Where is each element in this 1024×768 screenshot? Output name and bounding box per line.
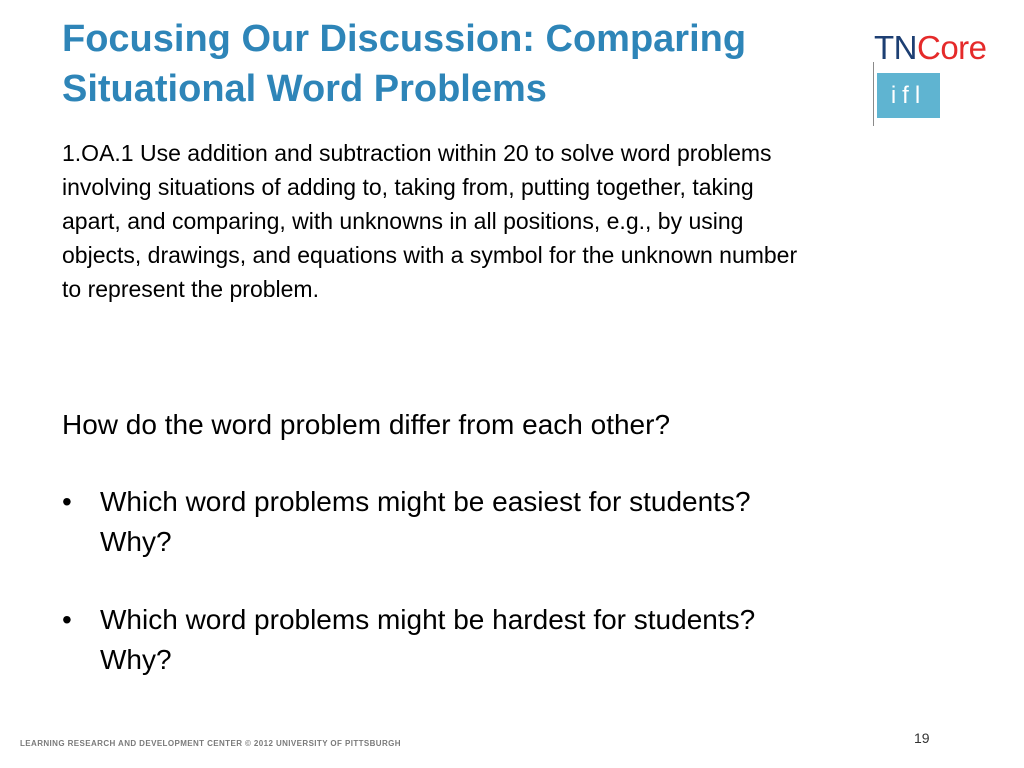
bullet-text: Which word problems might be hardest for students? xyxy=(100,604,756,635)
standard-line: involving situations of adding to, taking from, putting together, taking xyxy=(62,174,754,200)
slide-title xyxy=(62,14,862,114)
bullet-item-easiest xyxy=(62,482,962,562)
tncore-wordmark xyxy=(874,28,987,68)
discussion-question: How do the word problem differ from each other? xyxy=(62,409,671,440)
question-bullet-list xyxy=(62,482,962,718)
bullet-text: Why? xyxy=(100,644,172,675)
standard-line: objects, drawings, and equations with a symbol for the unknown number xyxy=(62,242,798,268)
standard-line: apart, and comparing, with unknowns in all positions, e.g., by using xyxy=(62,208,744,234)
slide-footer: LEARNING RESEARCH AND DEVELOPMENT CENTER © 2012 UNIVERSITY OF PITTSBURGH xyxy=(20,739,401,748)
bullet-marker: • xyxy=(62,604,72,635)
standard-line: 1.OA.1 Use addition and subtraction within 20 to solve word problems xyxy=(62,140,772,166)
page-number: 19 xyxy=(914,730,930,746)
logo-core-text: Core xyxy=(917,29,987,66)
logo-divider xyxy=(873,62,874,126)
bullet-text: Why? xyxy=(100,526,172,557)
tncore-ifl-logo xyxy=(870,28,1010,128)
slide-title-line-1: Focusing Our Discussion: Comparing xyxy=(62,18,747,60)
bullet-text: Which word problems might be easiest for students? xyxy=(100,486,751,517)
standard-text xyxy=(62,136,982,306)
ifl-badge: ifl xyxy=(877,73,940,118)
bullet-marker: • xyxy=(62,486,72,517)
standard-line: to represent the problem. xyxy=(62,276,319,302)
logo-tn-text: TN xyxy=(874,29,917,66)
slide-title-line-2: Situational Word Problems xyxy=(62,68,547,110)
bullet-item-hardest xyxy=(62,600,962,680)
